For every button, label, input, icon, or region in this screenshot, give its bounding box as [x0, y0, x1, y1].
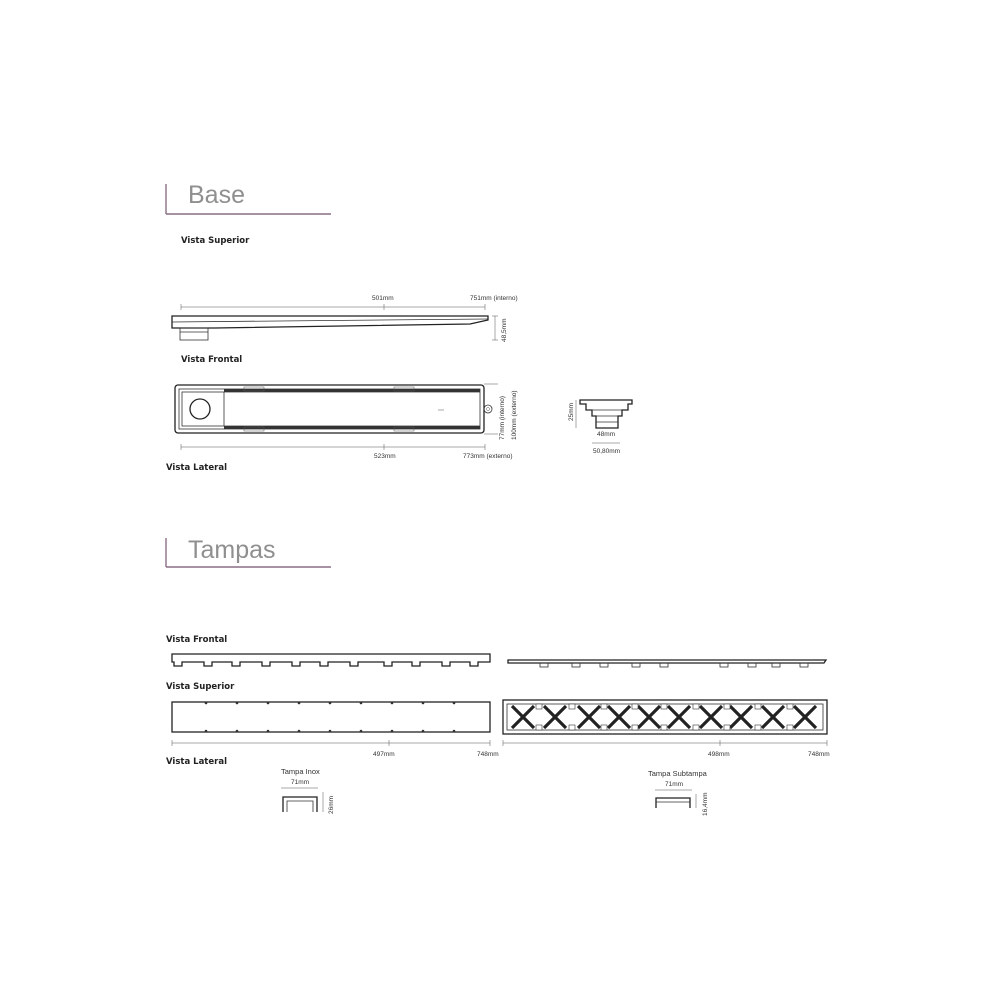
- tampas-title: Tampas: [188, 536, 276, 564]
- dim-748-left: 748mm: [477, 751, 499, 758]
- dim-748-right: 748mm: [808, 751, 830, 758]
- base-side-profile: [172, 295, 518, 342]
- subtampa-top-view: [503, 700, 827, 734]
- dim-773: 773mm (externo): [463, 453, 513, 460]
- subtampa-title: Tampa Subtampa: [648, 769, 707, 778]
- inox-front-profile: [172, 654, 490, 666]
- base-view-top-label: Vista Superior: [181, 236, 250, 246]
- outlet-detail: [568, 400, 632, 455]
- subtampa-front-profile: [508, 660, 826, 667]
- inox-height: 26mm: [328, 795, 335, 814]
- inox-width: 71mm: [291, 779, 310, 786]
- subtampa-width: 71mm: [665, 781, 684, 788]
- dim-48: 48mm: [597, 431, 616, 438]
- dim-77: 77mm (interno): [499, 395, 506, 440]
- base-view-front-label: Vista Frontal: [181, 355, 243, 365]
- tampas-view-top-label: Vista Superior: [166, 682, 235, 692]
- dim-523: 523mm: [374, 453, 396, 460]
- dim-48-5: 48,5mm: [501, 318, 508, 342]
- dim-50-80: 50,80mm: [593, 448, 621, 455]
- tampas-dimension-lines: [172, 740, 830, 758]
- base-title: Base: [188, 181, 245, 209]
- tampa-inox-section: [281, 767, 335, 814]
- tampa-subtampa-section: [648, 769, 709, 816]
- dim-497: 497mm: [373, 751, 395, 758]
- tampas-view-side-label: Vista Lateral: [166, 757, 227, 767]
- dim-498: 498mm: [708, 751, 730, 758]
- inox-top-view: [172, 702, 490, 733]
- base-front-view: [175, 384, 518, 460]
- subtampa-height: 16,4mm: [702, 792, 709, 816]
- dim-25: 25mm: [568, 402, 575, 421]
- base-view-side-label: Vista Lateral: [166, 463, 227, 473]
- dim-100: 100mm (externo): [511, 390, 518, 440]
- tampas-heading-block: [166, 536, 331, 567]
- base-heading-block: [166, 181, 331, 214]
- tampas-view-front-label: Vista Frontal: [166, 635, 228, 645]
- dim-501: 501mm: [372, 295, 394, 302]
- inox-title: Tampa Inox: [281, 767, 320, 776]
- dim-751: 751mm (interno): [470, 295, 518, 302]
